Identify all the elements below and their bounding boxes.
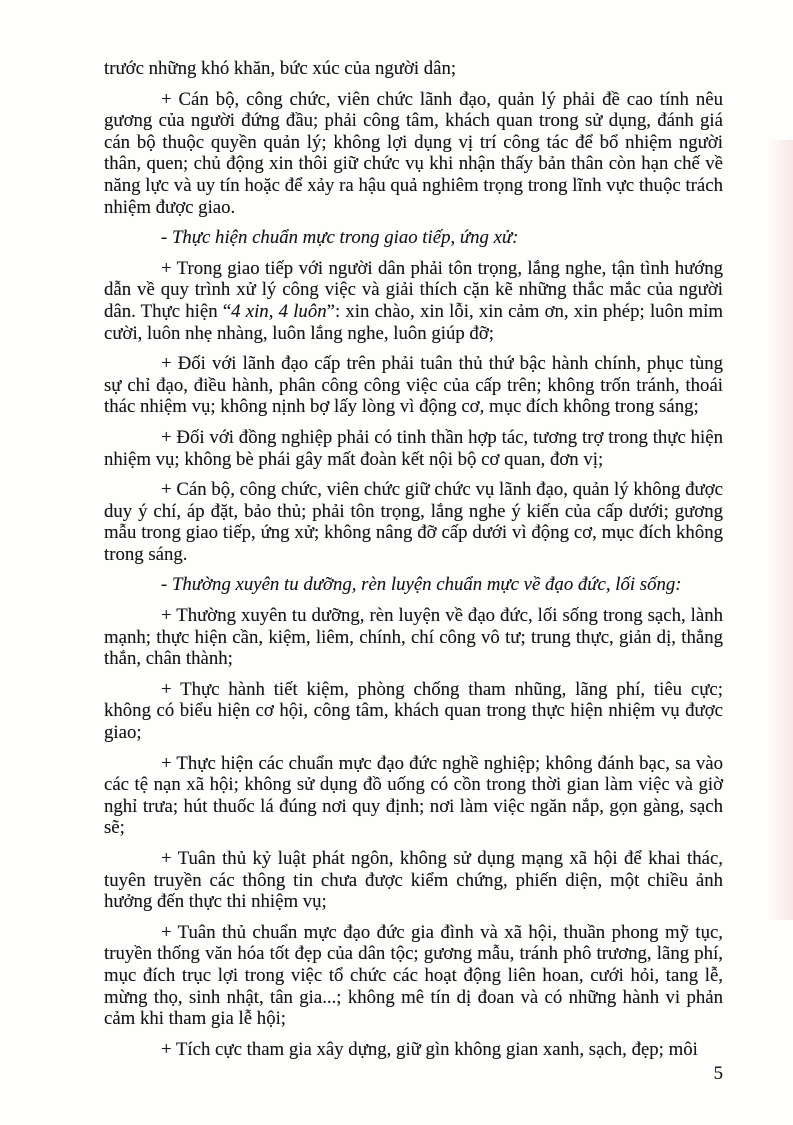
text-segment: - Thường xuyên tu dưỡng, rèn luyện chuẩn mực về đạo đức, lối sống:	[161, 574, 682, 596]
paragraph	[104, 249, 723, 344]
text-segment: + Thực hiện các chuẩn mực đạo đức nghề nghiệp; không đánh bạc, sa vào các tệ nạn xã hội; không sử dụng đồ uống có cồn trong thời gian làm việc và giờ nghỉ trưa; hút thuốc lá đúng nơi quy định; nơi làm việc ngăn nắp, gọn gàng, sạch sẽ;	[104, 752, 723, 839]
paragraph	[104, 58, 723, 80]
text-segment: 4 xin, 4 luôn	[231, 300, 327, 322]
paragraph	[104, 839, 723, 913]
scan-edge-artifact	[767, 140, 793, 920]
text-segment: + Tuân thủ kỷ luật phát ngôn, không sử dụng mạng xã hội để khai thác, tuyên truyền các thông tin chưa được kiểm chứng, phiến diện, một chiều ảnh hưởng đến thực thi nhiệm vụ;	[104, 848, 723, 913]
text-segment: + Tuân thủ chuẩn mực đạo đức gia đình và xã hội, thuần phong mỹ tục, truyền thống văn hóa tốt đẹp của dân tộc; gương mẫu, tránh phô trương, lãng phí, mục đích trục lợi trong việc tổ chức các hoạt động liên hoan, cưới hỏi, tang lễ, mừng thọ, sinh nhật, tân gia...; không mê tín dị đoan và có những hành vi phản cảm khi tham gia lễ hội;	[104, 921, 723, 1030]
text-segment: - Thực hiện chuẩn mực trong giao tiếp, ứng xử:	[161, 227, 519, 249]
section-heading	[104, 565, 723, 596]
paragraph	[104, 470, 723, 565]
paragraph	[104, 418, 723, 470]
paragraph	[104, 913, 723, 1030]
paragraph	[104, 344, 723, 418]
page-number: 5	[713, 1063, 723, 1084]
paragraph	[104, 596, 723, 670]
text-segment: + Tích cực tham gia xây dựng, giữ gìn không gian xanh, sạch, đẹp; môi	[161, 1038, 698, 1060]
paragraph	[104, 1030, 723, 1061]
text-segment: + Đối với lãnh đạo cấp trên phải tuân thủ thứ bậc hành chính, phục tùng sự chỉ đạo, điều hành, phân công công việc của cấp trên; không trốn tránh, thoái thác nhiệm vụ; không nịnh bợ lấy lòng vì động cơ, mục đích không trong sáng;	[104, 353, 723, 418]
text-segment: trước những khó khăn, bức xúc của người dân;	[104, 58, 457, 79]
text-segment: + Đối với đồng nghiệp phải có tinh thần hợp tác, tương trợ trong thực hiện nhiệm vụ; không bè phái gây mất đoàn kết nội bộ cơ quan, đơn vị;	[104, 426, 723, 470]
text-segment: ”: xin chào, xin lỗi, xin cảm ơn, xin phép; luôn mỉm cười, luôn nhẹ nhàng, luôn lắng nghe, luôn giúp đỡ;	[104, 300, 723, 344]
text-segment: + Cán bộ, công chức, viên chức lãnh đạo, quản lý phải đề cao tính nêu gương của người đứng đầu; phải công tâm, khách quan trong sử dụng, đánh giá cán bộ thuộc quyền quản lý; không lợi dụng vị trí công tác để bổ nhiệm người thân, quen; chủ động xin thôi giữ chức vụ khi nhận thấy bản thân còn hạn chế về năng lực và uy tín hoặc để xảy ra hậu quả nghiêm trọng trong lĩnh vực thuộc trách nhiệm được giao.	[104, 88, 723, 218]
section-heading	[104, 218, 723, 249]
paragraph	[104, 670, 723, 744]
paragraph	[104, 744, 723, 839]
text-segment: + Trong giao tiếp với người dân phải tôn trọng, lắng nghe, tận tình hướng dẫn về quy trình xử lý công việc và giải thích cặn kẽ những thắc mắc của người dân. Thực hiện “	[104, 257, 723, 322]
text-segment: + Cán bộ, công chức, viên chức giữ chức vụ lãnh đạo, quản lý không được duy ý chí, áp đặt, bảo thủ; phải tôn trọng, lắng nghe ý kiến của cấp dưới; gương mẫu trong giao tiếp, ứng xử; không nâng đỡ cấp dưới vì động cơ, mục đích không trong sáng.	[104, 479, 723, 565]
document-body	[104, 58, 723, 1060]
text-segment: + Thường xuyên tu dưỡng, rèn luyện về đạo đức, lối sống trong sạch, lành mạnh; thực hiện cần, kiệm, liêm, chính, chí công vô tư; trung thực, giản dị, thẳng thắn, chân thành;	[104, 605, 723, 670]
text-segment: + Thực hành tiết kiệm, phòng chống tham nhũng, lãng phí, tiêu cực; không có biểu hiện cơ hội, công tâm, khách quan trong thực hiện nhiệm vụ được giao;	[104, 678, 723, 744]
paragraph	[104, 80, 723, 219]
